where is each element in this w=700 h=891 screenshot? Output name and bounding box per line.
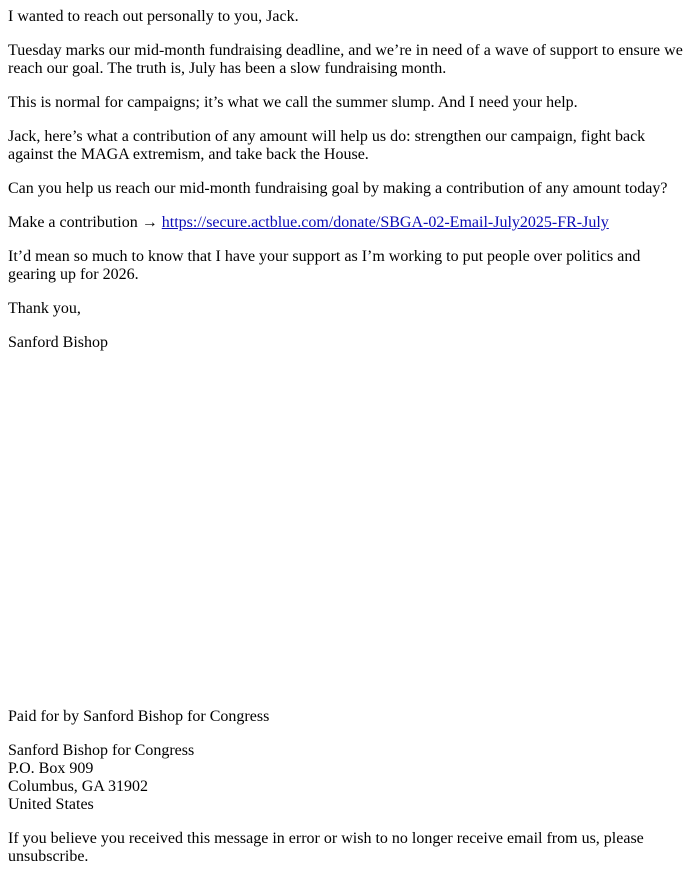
email-footer bbox=[8, 708, 690, 882]
sign-off: Thank you, bbox=[8, 300, 81, 317]
address-name: Sanford Bishop for Congress bbox=[8, 742, 195, 759]
ask-paragraph: Can you help us reach our mid-month fundraising goal by making a contribution of any amount today? bbox=[8, 180, 668, 197]
address-country: United States bbox=[8, 796, 94, 813]
contribution-label: Make a contribution → bbox=[8, 214, 158, 231]
closing-paragraph: It’d mean so much to know that I have your support as I’m working to put people over politics and gearing up for 2026. bbox=[8, 248, 641, 283]
contribution-line bbox=[8, 214, 690, 232]
summer-slump-paragraph: This is normal for campaigns; it’s what we call the summer slump. And I need your help. bbox=[8, 94, 578, 111]
donate-link[interactable]: https://secure.actblue.com/donate/SBGA-02-Email-July2025-FR-July bbox=[161, 214, 609, 231]
greeting-text: I wanted to reach out personally to you, Jack. bbox=[8, 8, 299, 25]
contribution-purpose-paragraph: Jack, here’s what a contribution of any amount will help us do: strengthen our campaign, fight back against the MAGA extremism, and take back the House. bbox=[8, 128, 646, 163]
address-city: Columbus, GA 31902 bbox=[8, 778, 149, 795]
signature: Sanford Bishop bbox=[8, 334, 108, 351]
address-street: P.O. Box 909 bbox=[8, 760, 94, 777]
mailing-address bbox=[8, 742, 690, 814]
deadline-paragraph: Tuesday marks our mid-month fundraising deadline, and we’re in need of a wave of support to ensure we reach our goal. The truth is, July has been a slow fundraising month. bbox=[8, 42, 683, 77]
paid-for-disclaimer: Paid for by Sanford Bishop for Congress bbox=[8, 708, 270, 725]
unsubscribe-text: If you believe you received this message in error or wish to no longer receive email from us, please unsubscribe. bbox=[8, 830, 644, 865]
